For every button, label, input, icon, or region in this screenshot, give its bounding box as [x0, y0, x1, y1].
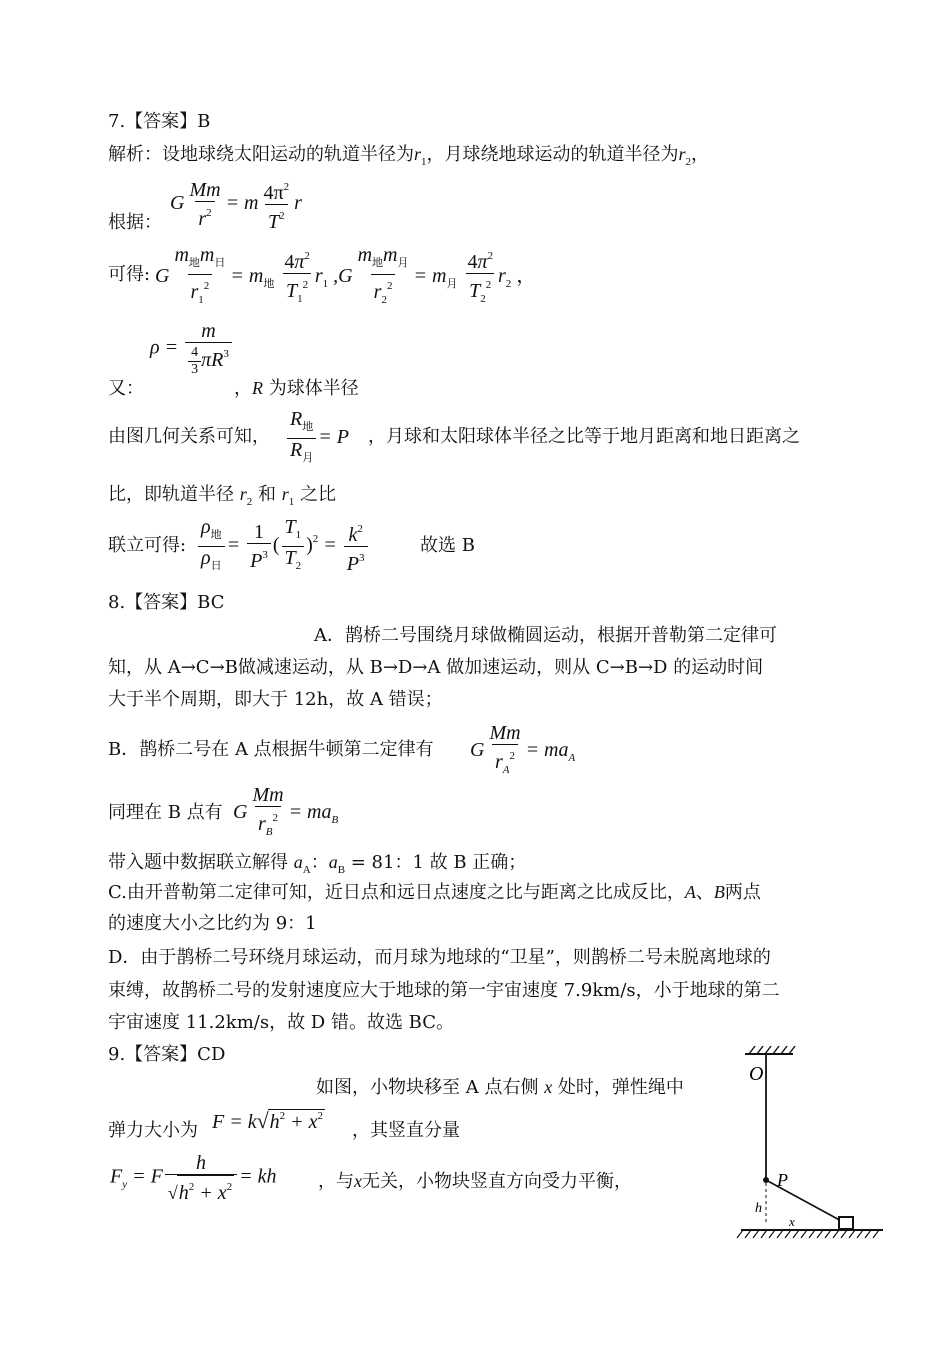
var-A: A: [684, 882, 696, 902]
q8-d-line3: 宇宙速度 11.2km/s，故 D 错。故选 BC。: [108, 1012, 455, 1033]
q8-d-line2: 束缚，故鹊桥二号的发射速度应大于地球的第一宇宙速度 7.9km/s，小于地球的第二: [108, 980, 780, 1001]
q9-fy-equation: $F_y = F$ $\frac{h}{√h^2 + x^2}$ = kh: [110, 1152, 277, 1204]
label-o: O: [749, 1063, 764, 1085]
q8-b-line2: 同理在 B 点有: [108, 802, 223, 823]
label-x: x: [789, 1214, 795, 1229]
q9-line1: [316, 1074, 684, 1101]
q9-force-equation: $F = k√h^2 + x^2$: [212, 1108, 324, 1133]
q7-intro-text3: ，: [691, 144, 710, 165]
q7-final-equation: $\frac{\rho_地}{\rho_日}$ = $\frac{1}{P^3}$ ( $\frac{T_1}{T_2}$ )$^2$ = $\frac{k^2}{P^3}$: [196, 516, 370, 577]
q9-title: 9.【答案】CD: [108, 1044, 226, 1065]
q8-eq-B: G $\frac{Mm}{r_B^2}$ = $ma_B$: [233, 784, 338, 843]
q7-intro-text2: ，月球绕地球运动的轨道半径为: [426, 144, 679, 165]
q7-you: 又： ，R 为球体半径: [108, 378, 359, 399]
q8-c1-sep: 、: [695, 882, 714, 903]
q8-a-line1: A．鹊桥二号围绕月球做椭圆运动，根据开普勒第二定律可: [314, 625, 777, 646]
var-a: a: [293, 852, 303, 872]
q8-b-line3: [108, 849, 526, 883]
q8-a-line2: 知，从 A→C→B做减速运动，从 B→D→A 做加速运动，则从 C→B→D 的运动时间: [108, 657, 764, 678]
q8-b3-text: 带入题中数据联立解得: [108, 852, 288, 873]
var-r: r: [678, 144, 686, 164]
sub: A: [302, 864, 311, 876]
q8-eq-A: G $\frac{Mm}{r_A^2}$ = $ma_A$: [470, 722, 575, 781]
block: [839, 1217, 853, 1229]
sub: 1: [421, 156, 427, 168]
elastic-rope-figure: [735, 1040, 895, 1250]
q8-d-line1: D．由于鹊桥二号环绕月球运动，而月球为地球的“卫星”，则鹊桥二号未脱离地球的: [108, 947, 771, 968]
q9-line2: [108, 1118, 198, 1144]
sub: 2: [685, 156, 692, 168]
q9-l1-tail: 处时，弹性绳中: [557, 1077, 684, 1098]
label-p: P: [777, 1170, 788, 1190]
var-r: r: [414, 144, 422, 164]
q7-radius-ratio: $\frac{R_地}{R_月}$ = P: [285, 408, 349, 469]
q8-c1-tail: 两点: [724, 882, 761, 903]
q8-b-line1: B．鹊桥二号在 A 点根据牛顿第二定律有: [108, 739, 434, 760]
q7-intro: [108, 141, 709, 175]
ceiling-hatch: [749, 1046, 795, 1054]
q8-title: 8.【答案】BC: [108, 592, 225, 613]
var-B: B: [713, 882, 725, 902]
q7-geo-text4: 和: [257, 484, 276, 505]
q8-c-line2: 的速度大小之比约为 9：1: [108, 913, 317, 934]
q7-geometry: [108, 424, 270, 450]
q7-geo-text2: ，月球和太阳球体半径之比等于地月距离和地日距离之: [368, 426, 800, 447]
var-R: R: [252, 378, 263, 398]
q7-you-label: 又：: [108, 378, 144, 399]
var-x: x: [544, 1077, 553, 1097]
q7-you-tail: 为球体半径: [268, 378, 359, 399]
q8-a-line3: 大于半个周期，即大于 12h，故 A 错误；: [108, 689, 443, 710]
colon: ：: [310, 852, 329, 873]
var-a: a: [328, 852, 338, 872]
q9-l2-text: 弹力大小为: [108, 1120, 198, 1141]
q9-l1-text: 如图，小物块移至 A 点右侧: [316, 1077, 539, 1098]
q9-l2-tail: ，其竖直分量: [352, 1120, 460, 1141]
q7-answer: 故选 B: [420, 535, 475, 556]
ground-hatch: [737, 1230, 879, 1238]
q7-title: 7.【答案】B: [108, 111, 211, 132]
q7-kede: 可得:: [108, 264, 151, 285]
q7-geo-line2: 比，即轨道半径 $r_2$ 和 $r_1$ 之比: [108, 484, 336, 508]
q9-line3: [318, 1168, 632, 1195]
q7-geo-text5: 之比: [299, 484, 336, 505]
q7-gravity-equation: G $\frac{Mm}{r^2}$ = m $\frac{4\pi^2}{T^2}$ r: [170, 179, 302, 233]
q7-genju: 根据：: [108, 212, 162, 233]
q7-density-equation: ρ = m $\frac{4}{3}$ $\pi R^3$: [150, 320, 234, 378]
var-x: x: [354, 1171, 362, 1191]
q8-c1-text: C.由开普勒第二定律可知，近日点和远日点速度之比与距离之比成反比，: [108, 882, 685, 903]
sub: B: [337, 864, 346, 876]
q8-b3-tail: = 81：1 故 B 正确；: [345, 852, 527, 873]
q8-c-line1: [108, 879, 761, 906]
label-h: h: [755, 1201, 762, 1216]
q7-intro-text1: 解析：设地球绕太阳运动的轨道半径为: [108, 144, 414, 165]
q7-geo-text3: 比，即轨道半径: [108, 484, 234, 505]
q9-l3-text: ，与: [318, 1171, 354, 1192]
q7-derived-equations: G $\frac{m_地m_日}{r_1^2}$ = $m_地$ $\frac{4\pi^2}{T_1^2}$ $r_1$ ,G $\frac{m_地m_月}{r_2^2}$ = $m_月$ $\frac{4\pi^2}{T_2^2}$ $r_2$ ，: [155, 244, 536, 311]
q9-l3-tail: 无关，小物块竖直方向受力平衡，: [362, 1171, 632, 1192]
q7-lianli: 联立可得:: [108, 535, 187, 556]
q7-geo-text1: 由图几何关系可知，: [108, 426, 270, 447]
